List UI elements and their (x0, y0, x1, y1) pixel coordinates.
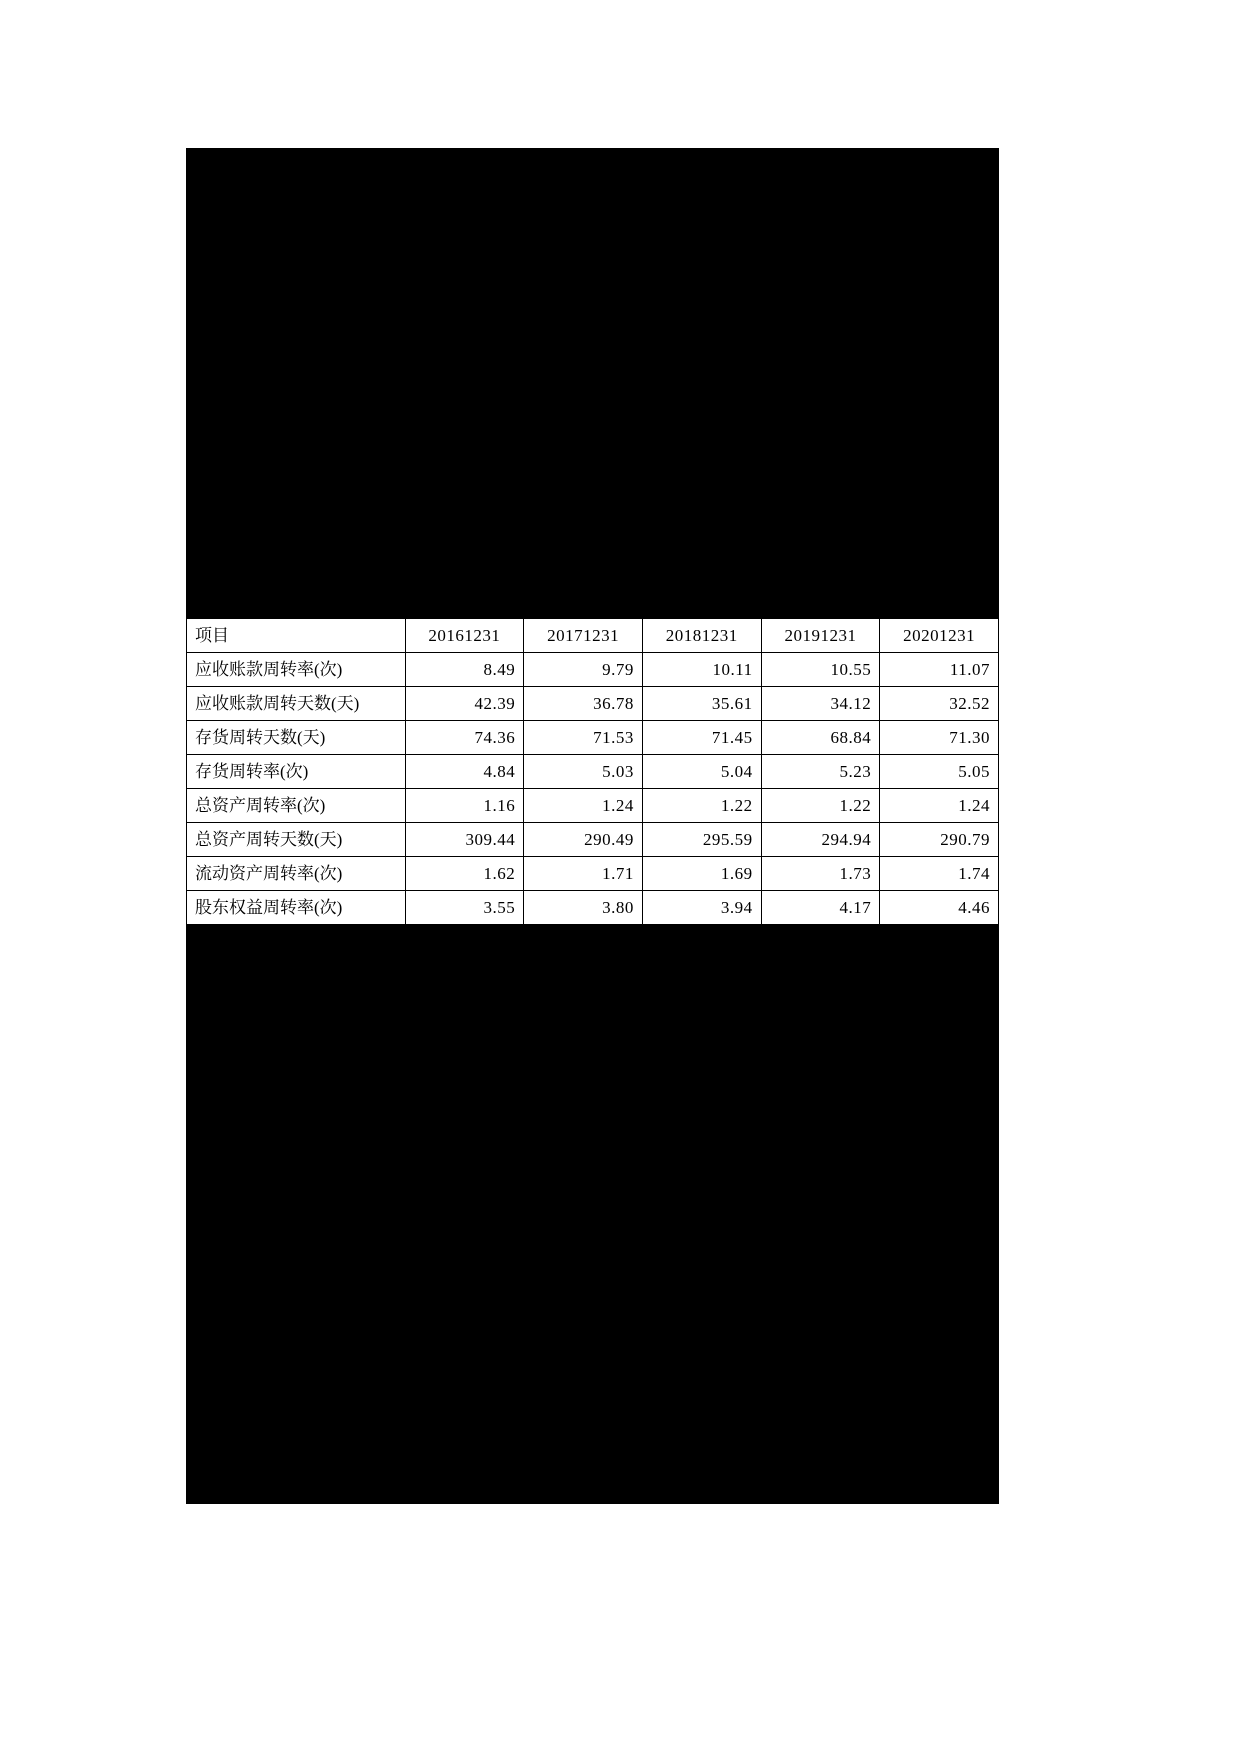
column-header-20181231: 20181231 (642, 619, 761, 653)
row-value: 4.84 (405, 755, 524, 789)
row-value: 1.24 (524, 789, 643, 823)
row-value: 9.79 (524, 653, 643, 687)
row-value: 32.52 (880, 687, 999, 721)
row-value: 10.11 (642, 653, 761, 687)
row-value: 1.22 (642, 789, 761, 823)
row-value: 68.84 (761, 721, 880, 755)
row-value: 1.62 (405, 857, 524, 891)
row-value: 1.73 (761, 857, 880, 891)
row-value: 34.12 (761, 687, 880, 721)
row-value: 4.17 (761, 891, 880, 925)
table-row (187, 653, 999, 687)
row-value: 8.49 (405, 653, 524, 687)
table-row (187, 721, 999, 755)
row-value: 1.22 (761, 789, 880, 823)
row-value: 5.03 (524, 755, 643, 789)
row-value: 290.79 (880, 823, 999, 857)
row-value: 4.46 (880, 891, 999, 925)
row-value: 71.30 (880, 721, 999, 755)
row-label: 总资产周转天数(天) (187, 823, 406, 857)
column-header-20201231: 20201231 (880, 619, 999, 653)
row-value: 1.71 (524, 857, 643, 891)
column-header-20171231: 20171231 (524, 619, 643, 653)
column-header-item: 项目 (187, 619, 406, 653)
row-value: 10.55 (761, 653, 880, 687)
table-row (187, 755, 999, 789)
row-value: 71.45 (642, 721, 761, 755)
row-label: 存货周转率(次) (187, 755, 406, 789)
row-label: 股东权益周转率(次) (187, 891, 406, 925)
row-value: 5.05 (880, 755, 999, 789)
table-row (187, 857, 999, 891)
row-value: 1.74 (880, 857, 999, 891)
table-row (187, 789, 999, 823)
row-value: 42.39 (405, 687, 524, 721)
financial-turnover-ratios-table (186, 618, 999, 925)
row-value: 1.16 (405, 789, 524, 823)
row-value: 294.94 (761, 823, 880, 857)
column-header-20191231: 20191231 (761, 619, 880, 653)
row-value: 3.55 (405, 891, 524, 925)
table-row (187, 823, 999, 857)
row-value: 1.24 (880, 789, 999, 823)
row-value: 35.61 (642, 687, 761, 721)
row-label: 应收账款周转率(次) (187, 653, 406, 687)
row-value: 36.78 (524, 687, 643, 721)
row-value: 1.69 (642, 857, 761, 891)
row-value: 5.04 (642, 755, 761, 789)
row-value: 74.36 (405, 721, 524, 755)
table-row (187, 891, 999, 925)
row-value: 3.80 (524, 891, 643, 925)
row-value: 5.23 (761, 755, 880, 789)
table-header-row (187, 619, 999, 653)
row-label: 应收账款周转天数(天) (187, 687, 406, 721)
row-label: 流动资产周转率(次) (187, 857, 406, 891)
row-label: 总资产周转率(次) (187, 789, 406, 823)
column-header-20161231: 20161231 (405, 619, 524, 653)
table-row (187, 687, 999, 721)
row-value: 71.53 (524, 721, 643, 755)
row-value: 295.59 (642, 823, 761, 857)
row-value: 290.49 (524, 823, 643, 857)
table-container (186, 618, 999, 925)
row-label: 存货周转天数(天) (187, 721, 406, 755)
row-value: 309.44 (405, 823, 524, 857)
row-value: 3.94 (642, 891, 761, 925)
row-value: 11.07 (880, 653, 999, 687)
